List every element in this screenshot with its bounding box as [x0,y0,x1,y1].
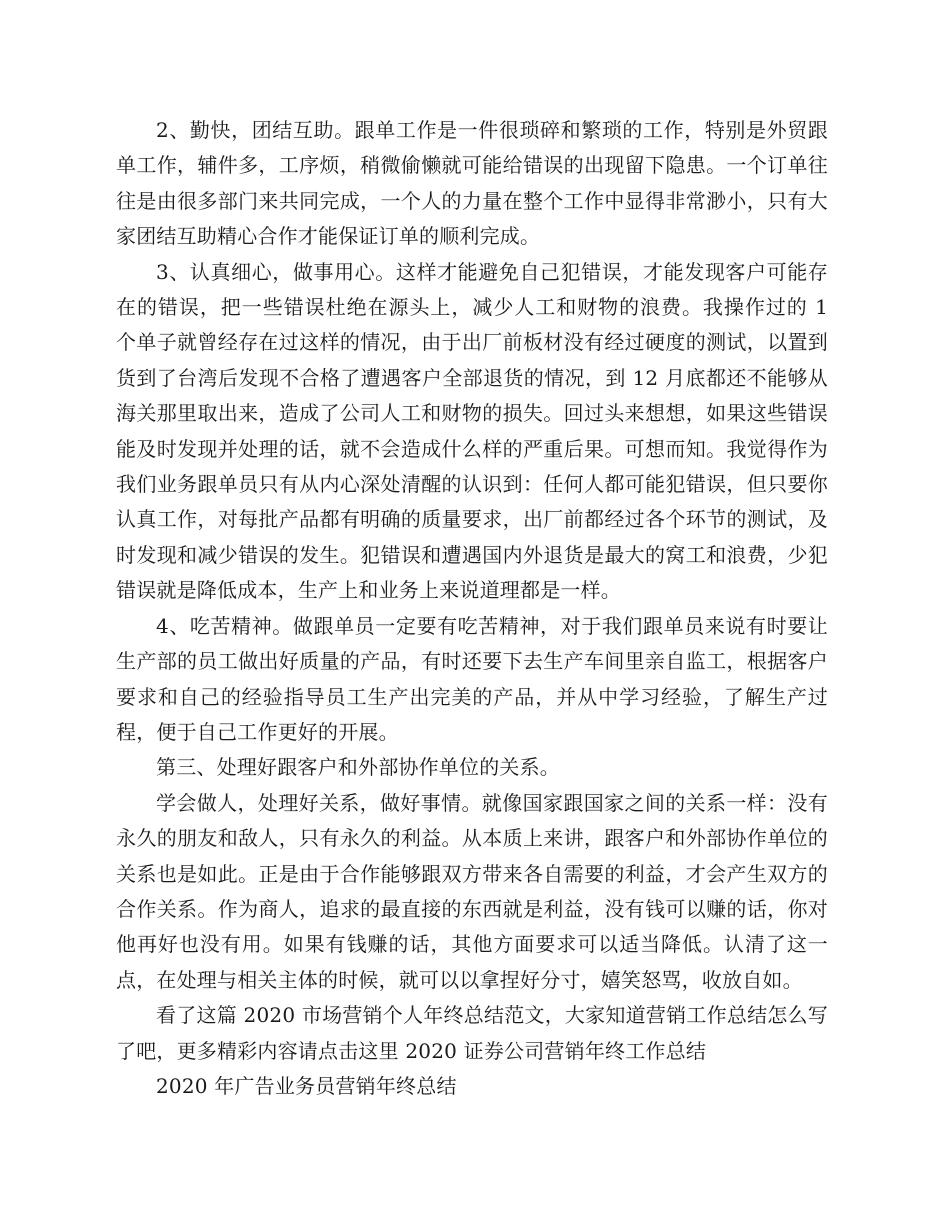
paragraph-diligence: 2、勤快，团结互助。跟单工作是一件很琐碎和繁琐的工作，特别是外贸跟单工作，辅件多，工序烦，稍微偷懒就可能给错误的出现留下隐患。一个订单往往是由很多部门来共同完成，一个人的力量在整个工作中显得非常渺小，只有大家团结互助精心合作才能保证订单的顺利完成。 [116,118,828,249]
paragraph-hardworking: 4、吃苦精神。做跟单员一定要有吃苦精神，对于我们跟单员来说有时要让生产部的员工做出好质量的产品，有时还要下去生产车间里亲自监工，根据客户要求和自己的经验指导员工生产出完美的产品，并从中学习经验，了解生产过程，便于自己工作更好的开展。 [116,613,828,744]
paragraph-relations: 学会做人，处理好关系，做好事情。就像国家跟国家之间的关系一样：没有永久的朋友和敌人，只有永久的利益。从本质上来讲，跟客户和外部协作单位的关系也是如此。正是由于合作能够跟双方带来各自需要的利益，才会产生双方的合作关系。作为商人，追求的最直接的东西就是利益，没有钱可以赚的话，你对他再好也没有用。如果有钱赚的话，其他方面要求可以适当降低。认清了这一点，在处理与相关主体的时候，就可以以拿捏好分寸，嬉笑怒骂，收放自如。 [116,790,828,992]
related-article-title: 2020 年广告业务员营销年终总结 [156,1073,457,1098]
paragraph-carefulness: 3、认真细心，做事用心。这样才能避免自己犯错误，才能发现客户可能存在的错误，把一些错误杜绝在源头上，减少人工和财物的浪费。我操作过的 1 个单子就曾经存在过这样的情况，由于出厂前板材没有经过硬度的测试，以置到货到了台湾后发现不合格了遭遇客户全部退货的情况，到 12 月底都还不能够从海关那里取出来，造成了公司人工和财物的损失。回过头来想想，如果这些错误能及时发现并处理的话，就不会造成什么样的严重后果。可想而知。我觉得作为我们业务跟单员只有从内心深处清醒的认识到：任何人都可能犯错误，但只要你认真工作，对每批产品都有明确的质量要求，出厂前都经过各个环节的测试，及时发现和减少错误的发生。犯错误和遭遇国内外退货是最大的窝工和浪费，少犯错误就是降低成本，生产上和业务上来说道理都是一样。 [116,259,828,603]
document-body [116,113,828,1104]
section-heading-relations: 第三、处理好跟客户和外部协作单位的关系。 [156,755,560,780]
paragraph-closing-note: 看了这篇 2020 市场营销个人年终总结范文，大家知道营销工作总结怎么写了吧，更多精彩内容请点击这里 2020 证券公司营销年终工作总结 [116,1003,828,1063]
